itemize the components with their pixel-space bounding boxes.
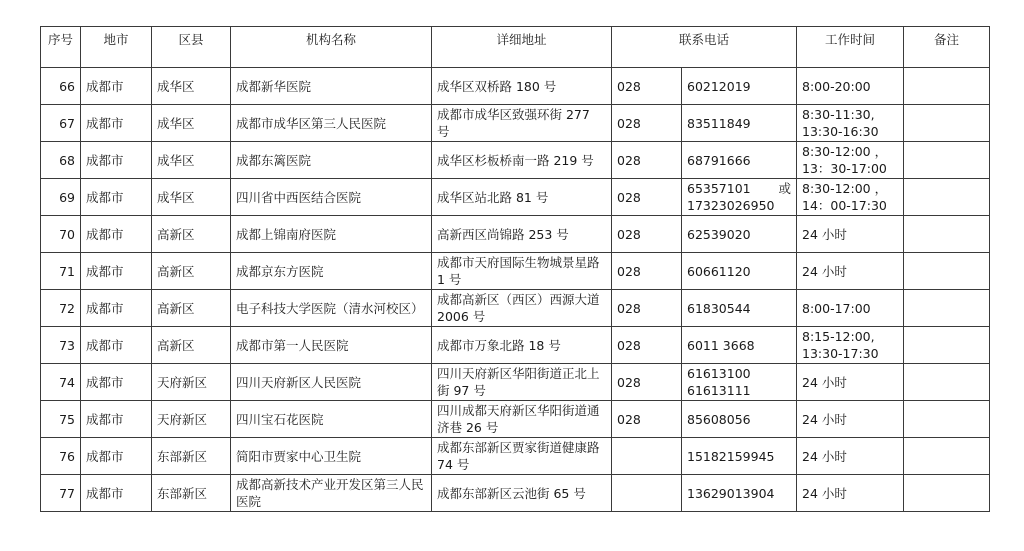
org-name-cell: 成都东篱医院 bbox=[231, 142, 432, 179]
header-district: 区县 bbox=[152, 27, 231, 68]
hours-cell bbox=[797, 179, 904, 216]
org-name-cell: 电子科技大学医院（清水河校区） bbox=[231, 290, 432, 327]
note-cell bbox=[904, 438, 990, 475]
phone-number-line bbox=[687, 226, 791, 243]
seq-cell: 66 bbox=[41, 68, 81, 105]
hours-line: 8:30-12:00 ， bbox=[802, 144, 888, 159]
table-row bbox=[41, 364, 990, 401]
hours-line: 24 小时 bbox=[802, 263, 847, 279]
note-cell bbox=[904, 327, 990, 364]
phone-number-line bbox=[687, 337, 791, 354]
org-name-cell: 四川天府新区人民医院 bbox=[231, 364, 432, 401]
org-name-cell: 简阳市贾家中心卫生院 bbox=[231, 438, 432, 475]
district-cell: 高新区 bbox=[152, 327, 231, 364]
phone-number: 61613100 bbox=[687, 366, 751, 381]
district-cell: 高新区 bbox=[152, 290, 231, 327]
phone-number: 65357101 bbox=[687, 181, 751, 196]
phone-number: 60212019 bbox=[687, 78, 751, 94]
seq-cell: 68 bbox=[41, 142, 81, 179]
phone-cell bbox=[682, 475, 797, 512]
note-cell bbox=[904, 253, 990, 290]
table-row bbox=[41, 253, 990, 290]
district-cell: 天府新区 bbox=[152, 364, 231, 401]
phone-number-line bbox=[687, 152, 791, 169]
hours-cell bbox=[797, 142, 904, 179]
hours-line: 8:30-12:00 ， bbox=[802, 181, 888, 196]
city-cell: 成都市 bbox=[81, 290, 152, 327]
org-name-cell: 成都市第一人民医院 bbox=[231, 327, 432, 364]
phone-number: 62539020 bbox=[687, 226, 751, 242]
phone-cell bbox=[682, 364, 797, 401]
seq-cell: 74 bbox=[41, 364, 81, 401]
phone-number-line bbox=[687, 485, 791, 502]
city-cell: 成都市 bbox=[81, 142, 152, 179]
org-name-cell: 成都高新技术产业开发区第三人民医院 bbox=[231, 475, 432, 512]
hours-line: 24 小时 bbox=[802, 448, 847, 464]
hours-line: 8:00-17:00 bbox=[802, 300, 871, 316]
phone-number: 85608056 bbox=[687, 411, 751, 427]
phone-number: 83511849 bbox=[687, 115, 751, 131]
city-cell: 成都市 bbox=[81, 105, 152, 142]
address-cell: 成华区双桥路 180 号 bbox=[432, 68, 612, 105]
phone-number-line bbox=[687, 263, 791, 280]
phone-number: 6011 3668 bbox=[687, 337, 755, 353]
header-note: 备注 bbox=[904, 27, 990, 68]
address-cell: 成都东部新区云池街 65 号 bbox=[432, 475, 612, 512]
address-cell: 成华区站北路 81 号 bbox=[432, 179, 612, 216]
hours-line: 13：30-17:00 bbox=[802, 161, 887, 176]
header-org-name: 机构名称 bbox=[231, 27, 432, 68]
note-cell bbox=[904, 216, 990, 253]
hours-line: 8:30-11:30, bbox=[802, 107, 875, 122]
seq-cell: 71 bbox=[41, 253, 81, 290]
org-name-cell: 成都京东方医院 bbox=[231, 253, 432, 290]
area-code-cell: 028 bbox=[612, 290, 682, 327]
district-cell: 高新区 bbox=[152, 216, 231, 253]
phone-cell bbox=[682, 290, 797, 327]
table-row bbox=[41, 105, 990, 142]
note-cell bbox=[904, 290, 990, 327]
seq-cell: 67 bbox=[41, 105, 81, 142]
phone-cell bbox=[682, 105, 797, 142]
city-cell: 成都市 bbox=[81, 364, 152, 401]
address-cell: 四川天府新区华阳街道正北上街 97 号 bbox=[432, 364, 612, 401]
district-cell: 成华区 bbox=[152, 68, 231, 105]
city-cell: 成都市 bbox=[81, 179, 152, 216]
address-cell: 成都市万象北路 18 号 bbox=[432, 327, 612, 364]
area-code-cell: 028 bbox=[612, 327, 682, 364]
phone-number-line bbox=[687, 448, 791, 465]
phone-cell bbox=[682, 327, 797, 364]
phone-cell bbox=[682, 438, 797, 475]
phone-number-secondary: 17323026950 bbox=[687, 198, 775, 213]
header-address: 详细地址 bbox=[432, 27, 612, 68]
hours-line: 24 小时 bbox=[802, 485, 847, 501]
note-cell bbox=[904, 142, 990, 179]
hours-line: 24 小时 bbox=[802, 411, 847, 427]
org-name-cell: 四川宝石花医院 bbox=[231, 401, 432, 438]
hours-line: 14：00-17:30 bbox=[802, 198, 887, 213]
phone-cell bbox=[682, 142, 797, 179]
phone-number-line bbox=[687, 365, 791, 382]
note-cell bbox=[904, 68, 990, 105]
city-cell: 成都市 bbox=[81, 401, 152, 438]
city-cell: 成都市 bbox=[81, 68, 152, 105]
seq-cell: 73 bbox=[41, 327, 81, 364]
seq-cell: 69 bbox=[41, 179, 81, 216]
area-code-cell: 028 bbox=[612, 364, 682, 401]
phone-number: 61830544 bbox=[687, 300, 751, 316]
hours-cell bbox=[797, 68, 904, 105]
district-cell: 成华区 bbox=[152, 142, 231, 179]
header-city: 地市 bbox=[81, 27, 152, 68]
note-cell bbox=[904, 179, 990, 216]
phone-number-line bbox=[687, 411, 791, 428]
phone-number-secondary: 61613111 bbox=[687, 383, 751, 398]
phone-cell bbox=[682, 68, 797, 105]
org-name-cell: 四川省中西医结合医院 bbox=[231, 179, 432, 216]
phone-number: 13629013904 bbox=[687, 485, 775, 501]
address-cell: 四川成都天府新区华阳街道通济巷 26 号 bbox=[432, 401, 612, 438]
phone-cell bbox=[682, 179, 797, 216]
area-code-cell: 028 bbox=[612, 253, 682, 290]
phone-number-line bbox=[687, 180, 791, 197]
org-name-cell: 成都新华医院 bbox=[231, 68, 432, 105]
phone-number-line bbox=[687, 78, 791, 95]
address-cell: 成都东部新区贾家街道健康路 74 号 bbox=[432, 438, 612, 475]
hours-cell bbox=[797, 216, 904, 253]
area-code-cell: 028 bbox=[612, 179, 682, 216]
phone-number: 68791666 bbox=[687, 152, 751, 168]
city-cell: 成都市 bbox=[81, 327, 152, 364]
header-phone: 联系电话 bbox=[612, 27, 797, 68]
city-cell: 成都市 bbox=[81, 475, 152, 512]
table-row bbox=[41, 68, 990, 105]
note-cell bbox=[904, 364, 990, 401]
area-code-cell: 028 bbox=[612, 68, 682, 105]
seq-cell: 72 bbox=[41, 290, 81, 327]
address-cell: 高新西区尚锦路 253 号 bbox=[432, 216, 612, 253]
table-row bbox=[41, 438, 990, 475]
hours-line: 8:15-12:00, bbox=[802, 329, 875, 344]
header-hours: 工作时间 bbox=[797, 27, 904, 68]
area-code-cell: 028 bbox=[612, 216, 682, 253]
hours-cell bbox=[797, 364, 904, 401]
district-cell: 成华区 bbox=[152, 105, 231, 142]
header-row bbox=[41, 27, 990, 68]
note-cell bbox=[904, 475, 990, 512]
table-row bbox=[41, 290, 990, 327]
table-row bbox=[41, 179, 990, 216]
seq-cell: 75 bbox=[41, 401, 81, 438]
hours-line: 24 小时 bbox=[802, 226, 847, 242]
table-row bbox=[41, 327, 990, 364]
area-code-cell: 028 bbox=[612, 142, 682, 179]
table-row bbox=[41, 216, 990, 253]
phone-cell bbox=[682, 253, 797, 290]
phone-cell bbox=[682, 401, 797, 438]
hours-cell bbox=[797, 105, 904, 142]
address-cell: 成都市成华区致强环街 277 号 bbox=[432, 105, 612, 142]
district-cell: 东部新区 bbox=[152, 475, 231, 512]
district-cell: 高新区 bbox=[152, 253, 231, 290]
org-name-cell: 成都上锦南府医院 bbox=[231, 216, 432, 253]
note-cell bbox=[904, 401, 990, 438]
phone-number-line bbox=[687, 115, 791, 132]
address-cell: 成都高新区（西区）西源大道 2006 号 bbox=[432, 290, 612, 327]
hours-cell bbox=[797, 475, 904, 512]
table-row bbox=[41, 142, 990, 179]
seq-cell: 77 bbox=[41, 475, 81, 512]
address-cell: 成都市天府国际生物城景星路 1 号 bbox=[432, 253, 612, 290]
hours-cell bbox=[797, 253, 904, 290]
hours-line: 24 小时 bbox=[802, 374, 847, 390]
seq-cell: 70 bbox=[41, 216, 81, 253]
seq-cell: 76 bbox=[41, 438, 81, 475]
address-cell: 成华区杉板桥南一路 219 号 bbox=[432, 142, 612, 179]
hours-line: 13:30-16:30 bbox=[802, 124, 879, 139]
table-row bbox=[41, 401, 990, 438]
district-cell: 东部新区 bbox=[152, 438, 231, 475]
hospital-table bbox=[40, 26, 990, 512]
hours-cell bbox=[797, 438, 904, 475]
phone-cell bbox=[682, 216, 797, 253]
table-row bbox=[41, 475, 990, 512]
area-code-cell bbox=[612, 475, 682, 512]
hours-line: 8:00-20:00 bbox=[802, 78, 871, 94]
city-cell: 成都市 bbox=[81, 253, 152, 290]
hours-cell bbox=[797, 290, 904, 327]
phone-number: 60661120 bbox=[687, 263, 751, 279]
hours-cell bbox=[797, 327, 904, 364]
area-code-cell: 028 bbox=[612, 105, 682, 142]
city-cell: 成都市 bbox=[81, 216, 152, 253]
phone-number: 15182159945 bbox=[687, 448, 775, 464]
district-cell: 天府新区 bbox=[152, 401, 231, 438]
org-name-cell: 成都市成华区第三人民医院 bbox=[231, 105, 432, 142]
table-body bbox=[41, 68, 990, 512]
hours-cell bbox=[797, 401, 904, 438]
area-code-cell bbox=[612, 438, 682, 475]
note-cell bbox=[904, 105, 990, 142]
phone-number-line bbox=[687, 300, 791, 317]
area-code-cell: 028 bbox=[612, 401, 682, 438]
district-cell: 成华区 bbox=[152, 179, 231, 216]
phone-or-text: 或 bbox=[778, 181, 791, 196]
city-cell: 成都市 bbox=[81, 438, 152, 475]
header-seq: 序号 bbox=[41, 27, 81, 68]
hours-line: 13:30-17:30 bbox=[802, 346, 879, 361]
